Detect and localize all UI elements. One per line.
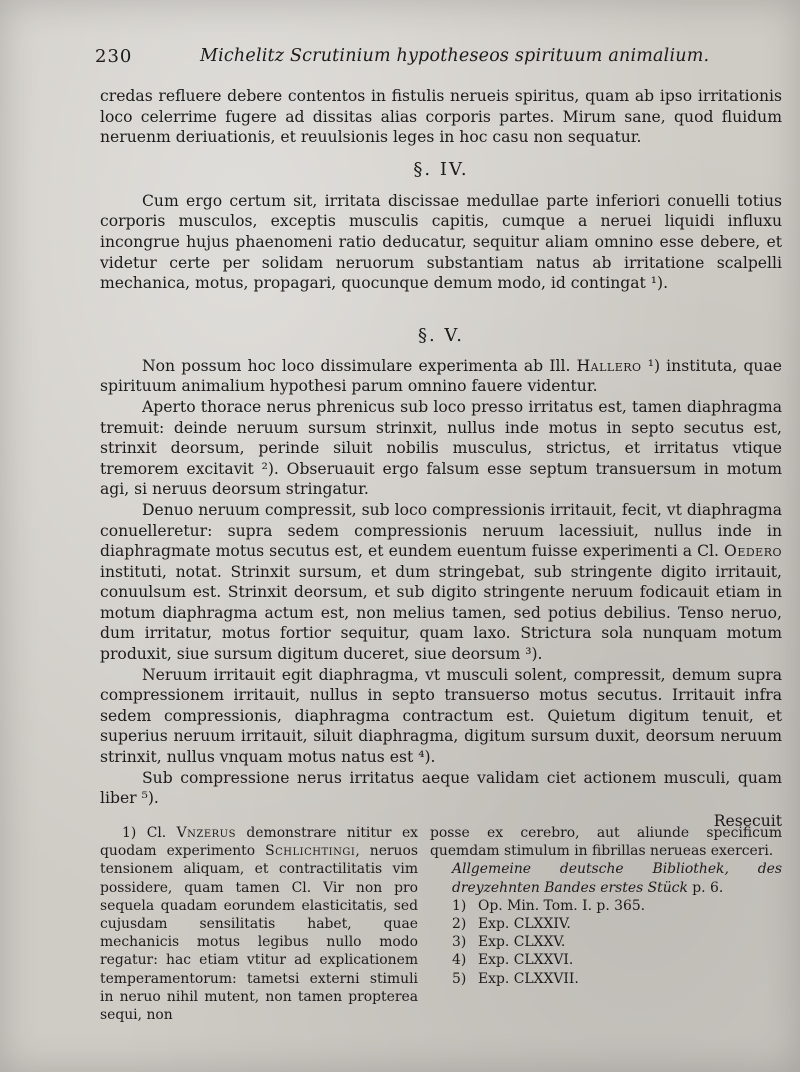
paragraph-irritation: Neruum irritauit egit diaphragma, vt musculi solent, compressit, demum supra compressionem irritauit, nullus in septo transuerso motus secutus. Irritauit infra sedem compressionis, diaphragma contractum est. Quietum digitum tenuit, et superius neruum irritauit, siluit diaphragma, digitum sursum duxit, deorsum neruum strinxit, nullus vnquam motus natus est ⁴). <box>100 665 782 767</box>
footnote-list <box>430 897 782 988</box>
footnotes <box>100 824 782 1024</box>
section-heading-iv: §. IV. <box>413 158 469 180</box>
footnote-column-left <box>100 824 418 1024</box>
paragraph-continuation: credas refluere debere contentos in fistulis nerueis spiritus, quam ab ipso irritationis loco celerrime fugere ad dissitas alias corporis partes. Mirum sane, quod fluidum neruenm deriuationis, et reuulsionis leges in hoc casu non sequatur. <box>100 87 782 147</box>
paragraph-haller <box>100 356 782 397</box>
footnote-text: Exp. CLXXVI. <box>478 952 574 969</box>
list-item <box>430 915 782 933</box>
footnote-text: Exp. CLXXIV. <box>478 916 571 933</box>
list-item <box>430 933 782 951</box>
paragraph-final: Sub compressione nerus irritatus aeque validam ciet actionem musculi, quam liber ⁵). <box>100 768 782 808</box>
text-run: demonstrare nititur ex quodam experimento <box>100 825 419 860</box>
text-run: 1) Cl. <box>122 825 177 841</box>
footnote-number: 1) <box>452 897 467 914</box>
footnote-text: Op. Min. Tom. I. p. 365. <box>478 897 646 914</box>
list-item <box>430 897 782 915</box>
page-header <box>95 46 785 74</box>
author-name-schlichtingi: Schlichtingi <box>265 843 356 860</box>
author-name-haller: Hallero <box>576 356 642 375</box>
section-heading-v: §. V. <box>417 324 465 346</box>
footnote-number: 2) <box>452 916 467 933</box>
running-title: Michelitz Scrutinium hypotheseos spirituum animalium. <box>200 46 710 66</box>
paragraph-compression <box>100 500 782 665</box>
footnote-1 <box>100 824 418 1024</box>
footnote-text: Exp. CLXXVII. <box>478 970 579 987</box>
page-number: 230 <box>95 46 133 67</box>
footnote-text: Exp. CLXXV. <box>478 934 566 951</box>
text-run: , neruos tensionem aliquam, et contractilitatis vim possidere, quam tamen Cl. Vir non pro sequela quadam eorundem elasticitatis, sed cujusdam sensilitatis habet, quae mechanicis motus legibus nullo modo regatur: hac etiam vtitur ad explicationem temperamentorum: tametsi externi stimuli in neruo nihil mutent, non tamen propterea sequi, non <box>100 843 418 1024</box>
footnote-number: 4) <box>452 952 467 969</box>
list-item <box>430 951 782 969</box>
text-run: Non possum hoc loco dissimulare experimenta ab Ill. <box>142 356 577 375</box>
text-run: instituti, notat. Strinxit sursum, et dum stringebat, sub stringente digito irritauit, conuulsum est. Strinxit deorsum, et sub digito stringente neruum fodicauit etiam in motum diaphragma actum est, non melius tamen, sed potius debilius. Tenso neruo, dum irritatur, motus fortior sequitur, quam laxo. Strictura sola nunquam motum produxit, siue sursum digitum duceret, siue deorsum ³). <box>100 562 782 664</box>
author-name-oedero: Oedero <box>724 542 782 561</box>
source-title: Allgemeine deutsche Bibliothek, des dreyzehnten Bandes erstes Stück <box>452 861 782 896</box>
footnote-1-source <box>430 860 782 896</box>
source-page: p. 6. <box>687 879 724 896</box>
paragraph-thorax: Aperto thorace nerus phrenicus sub loco presso irritatus est, tamen diaphragma tremuit: deinde neruum sursum strinxit, nullus inde motus in septo secutus est, strinxit deorsum, perinde siluit nobilis musculus, strictus, et irritatus vtique tremorem excitavit ²). Obseruauit ergo falsum esse septum transuersum in motum agi, si neruus deorsum stringatur. <box>100 397 782 499</box>
footnote-number: 5) <box>452 970 467 987</box>
list-item <box>430 970 782 988</box>
text-run: Denuo neruum compressit, sub loco compressionis irritauit, fecit, vt diaphragma conuelleretur: supra sedem compressionis neruum lacessiuit, nullus inde in diaphragmate motus secutus est, et eundem euentum fuisse experimenti a Cl. <box>100 500 782 561</box>
footnote-number: 3) <box>452 934 467 951</box>
footnote-column-right <box>430 824 782 988</box>
main-text <box>100 86 782 831</box>
text-run: ¹) instituta, quae spirituum animalium hypothesi parum omnino fauere videntur. <box>100 356 782 396</box>
catchword: Resecuit <box>713 811 782 830</box>
paragraph-section-iv: Cum ergo certum sit, irritata discissae medullae parte inferiori conuelli totius corporis musculos, exceptis musculis capitis, cumque a neruei liquidi influxu incongrue hujus phaenomeni ratio deducatur, sequitur aliam omnino esse debere, et videtur certe per solidam neruorum substantiam natus ab irritatione scalpelli mechanica, motus, propagari, quocunque demum modo, id contingat ¹). <box>100 191 782 293</box>
footnote-1-continuation: posse ex cerebro, aut aliunde specificum quemdam stimulum in fibrillas nerueas exerceri. <box>430 825 782 860</box>
author-name-vnzerus: Vnzerus <box>176 825 236 841</box>
